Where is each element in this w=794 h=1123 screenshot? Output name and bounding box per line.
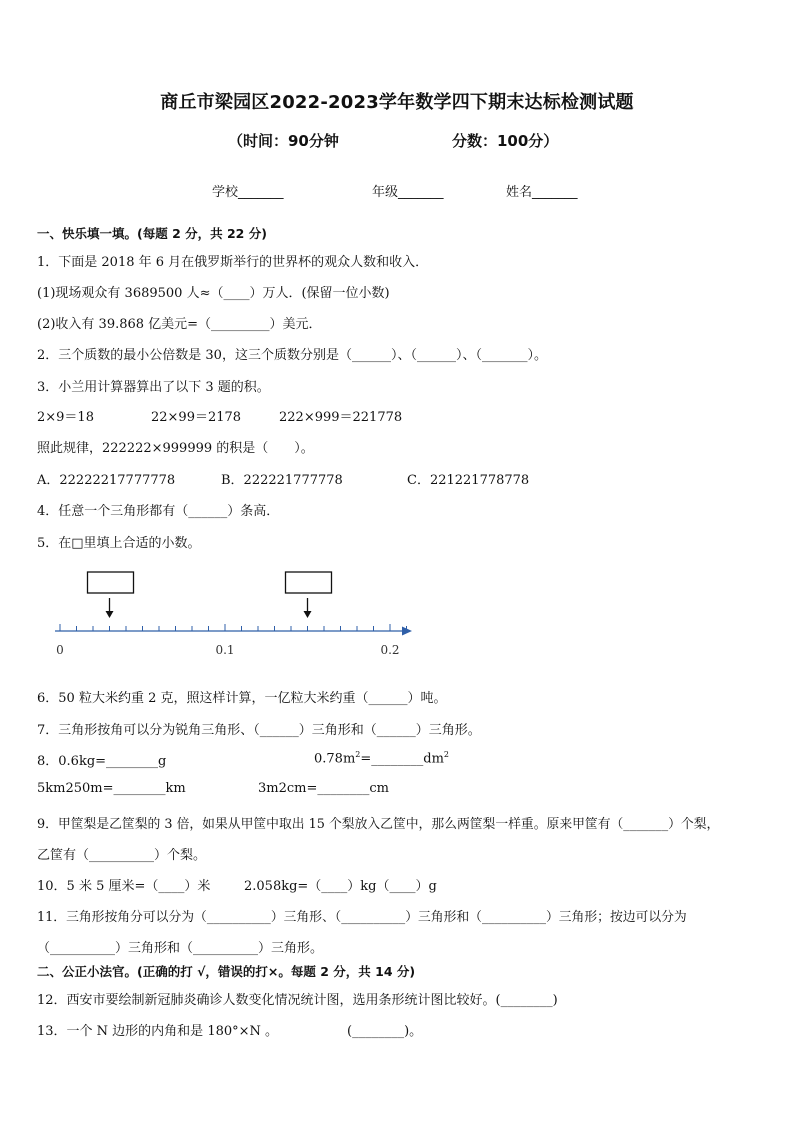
q3-example-2: 22×99＝2178 bbox=[151, 410, 242, 425]
q3-question: 照此规律，222222×999999 的积是（ ）。 bbox=[37, 441, 314, 456]
q3-example-1: 2×9＝18 bbox=[37, 410, 94, 425]
q11-line2: （__________）三角形和（__________）三角形。 bbox=[37, 941, 324, 956]
q8-b bbox=[314, 750, 449, 766]
q13-stem: 13．一个 N 边形的内角和是 180°×N 。 bbox=[37, 1024, 279, 1039]
q8-b-unit: 0.78m bbox=[314, 751, 356, 767]
q3-option-b[interactable]: B．222221777778 bbox=[221, 473, 343, 488]
q8-d: 3m2cm=________cm bbox=[258, 781, 389, 796]
answer-box-2[interactable] bbox=[286, 572, 332, 593]
q1-stem: 1．下面是 2018 年 6 月在俄罗斯举行的世界杯的观众人数和收入． bbox=[37, 255, 429, 270]
total-score: 分数：100分） bbox=[452, 132, 559, 150]
q1-part2: (2)收入有 39.868 亿美元=（_________）美元． bbox=[37, 317, 322, 332]
q5: 5．在□里填上合适的小数。 bbox=[37, 536, 201, 551]
q1-part1: (1)现场观众有 3689500 人≈（____）万人．(保留一位小数) bbox=[37, 286, 390, 301]
number-line-ticks bbox=[60, 624, 407, 631]
answer-box-1[interactable] bbox=[88, 572, 134, 593]
q8-b-sup: 2 bbox=[355, 750, 361, 759]
q13-blank: (________)。 bbox=[347, 1024, 423, 1039]
q3-option-a[interactable]: A．22222217777778 bbox=[37, 473, 176, 488]
q9-line1: 9．甲筐梨是乙筐梨的 3 倍，如果从甲筐中取出 15 个梨放入乙筐中，那么两筐梨一样重。原来甲筐有（_______）个梨， bbox=[37, 817, 720, 832]
number-line-label-0.2: 0.2 bbox=[380, 643, 400, 657]
name-field[interactable]: 姓名_______ bbox=[506, 185, 578, 200]
section-1-heading: 一、快乐填一填。(每题 2 分，共 22 分) bbox=[37, 226, 267, 241]
q3-stem: 3．小兰用计算器算出了以下 3 题的积。 bbox=[37, 380, 270, 395]
q11-line1: 11．三角形按角分可以分为（__________）三角形、（__________）三角形和（__________）三角形；按边可以分为 bbox=[37, 910, 687, 925]
section-2-heading: 二、公正小法官。(正确的打 √，错误的打×。每题 2 分，共 14 分) bbox=[37, 964, 416, 979]
number-line-figure bbox=[40, 560, 430, 665]
q3-example-3: 222×999＝221778 bbox=[279, 410, 403, 425]
pointer-arrowhead-1 bbox=[106, 611, 114, 618]
q4: 4．任意一个三角形都有（______）条高． bbox=[37, 504, 280, 519]
school-field[interactable]: 学校_______ bbox=[212, 185, 284, 200]
page-title: 商丘市梁园区2022-2023学年数学四下期末达标检测试题 bbox=[160, 92, 634, 113]
q2: 2．三个质数的最小公倍数是 30，这三个质数分别是（______）、（______）、（_______）。 bbox=[37, 348, 547, 363]
time-limit: （时间：90分钟 bbox=[228, 132, 339, 150]
q12: 12．西安市要绘制新冠肺炎确诊人数变化情况统计图，选用条形统计图比较好。(________) bbox=[37, 993, 558, 1008]
q10-a: 10．5 米 5 厘米=（____）米 bbox=[37, 879, 211, 894]
q7: 7．三角形按角可以分为锐角三角形、（______）三角形和（______）三角形。 bbox=[37, 723, 481, 738]
q9-line2: 乙筐有（__________）个梨。 bbox=[37, 848, 207, 863]
q8-a: 8．0.6kg=________g bbox=[37, 754, 167, 769]
q10-b: 2.058kg=（____）kg（____）g bbox=[244, 879, 437, 894]
grade-field[interactable]: 年级_______ bbox=[372, 185, 444, 200]
q3-option-c[interactable]: C．221221778778 bbox=[407, 473, 530, 488]
number-line-label-0: 0 bbox=[56, 643, 64, 657]
number-line-label-0.1: 0.1 bbox=[215, 643, 235, 657]
q8-c: 5km250m=________km bbox=[37, 781, 186, 796]
q8-b-sup2: 2 bbox=[443, 750, 450, 759]
q6: 6．50 粒大米约重 2 克，照这样计算，一亿粒大米约重（______）吨。 bbox=[37, 691, 447, 706]
pointer-arrowhead-2 bbox=[304, 611, 312, 618]
q8-b-blank: =________dm bbox=[360, 751, 444, 767]
